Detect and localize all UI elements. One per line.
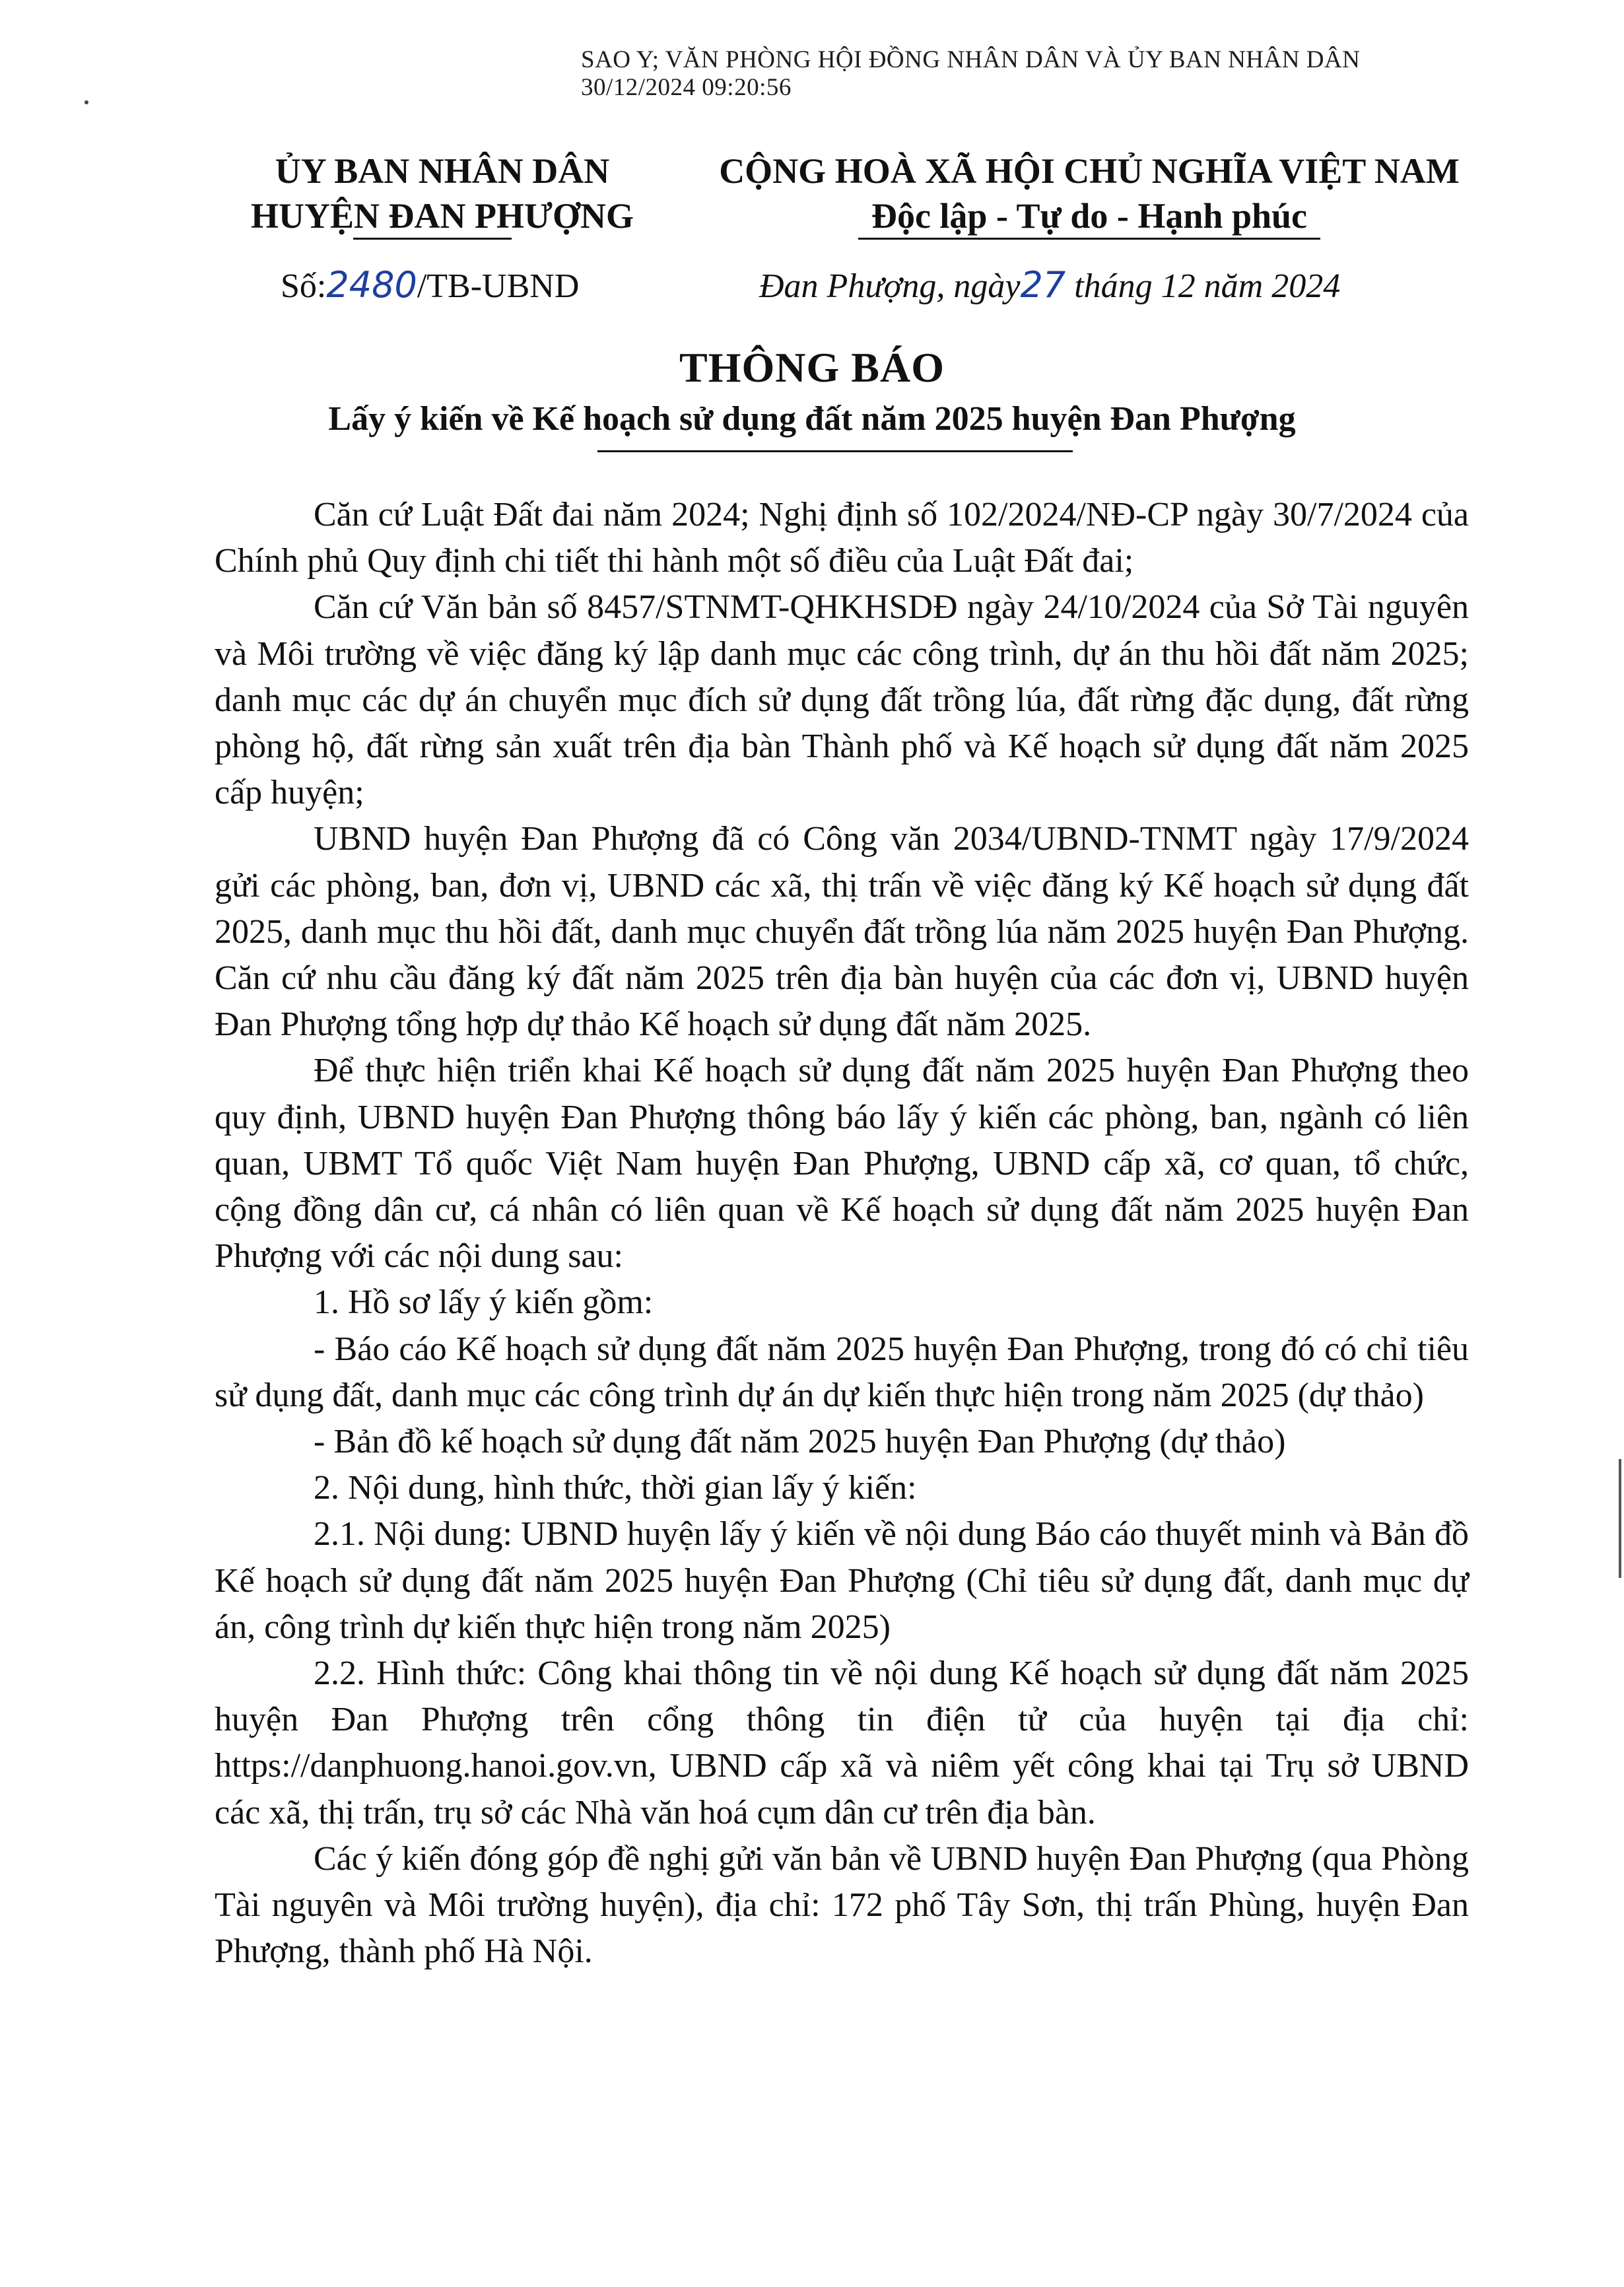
nation-header [700, 149, 1479, 238]
issuer-line-2: HUYỆN ĐAN PHƯỢNG [251, 196, 634, 236]
nation-motto: Độc lập - Tự do - Hạnh phúc [871, 196, 1308, 236]
body-paragraph: Các ý kiến đóng góp đề nghị gửi văn bản về UBND huyện Đan Phượng (qua Phòng Tài nguyên và Môi trường huyện), địa chỉ: 172 phố Tây Sơn, thị trấn Phùng, huyện Đan Phượng, thành phố Hà Nội. [215, 1839, 1469, 1971]
doc-number-suffix: /TB-UBND [417, 267, 580, 305]
issuer-line-1: ỦY BAN NHÂN DÂN [275, 151, 610, 191]
doc-number-handwritten: 2480 [326, 264, 417, 306]
section-heading: 1. Hồ sơ lấy ý kiến gồm: [314, 1283, 654, 1322]
document-body [215, 492, 1469, 1975]
document-number [281, 264, 579, 306]
subtitle-underline [597, 450, 1073, 452]
document-title: THÔNG BÁO [679, 344, 945, 391]
body-paragraph: 2.1. Nội dung: UBND huyện lấy ý kiến về nội dung Báo cáo thuyết minh và Bản đồ Kế hoạch sử dụng đất năm 2025 huyện Đan Phượng (Chỉ tiêu sử dụng đất, danh mục dự án, công trình dự kiến thực hiện trong năm 2025) [215, 1515, 1469, 1646]
doc-number-prefix: Số: [281, 267, 327, 305]
body-paragraph: Để thực hiện triển khai Kế hoạch sử dụng đất năm 2025 huyện Đan Phượng theo quy định, UBND huyện Đan Phượng thông báo lấy ý kiến các phòng, ban, ngành có liên quan, UBMT Tổ quốc Việt Nam huyện Đan Phượng, UBND cấp xã, cơ quan, tổ chức, cộng đồng dân cư, cá nhân có liên quan về Kế hoạch sử dụng đất năm 2025 huyện Đan Phượng với các nội dung sau: [215, 1052, 1469, 1276]
scan-edge-mark [1619, 1459, 1621, 1578]
nation-line-1: CỘNG HOÀ XÃ HỘI CHỦ NGHĨA VIỆT NAM [719, 151, 1460, 191]
scan-speck [85, 100, 88, 104]
section-heading: 2. Nội dung, hình thức, thời gian lấy ý kiến: [314, 1469, 917, 1507]
issuer-header [218, 149, 667, 238]
issuer-underline [353, 238, 512, 240]
date-prefix: Đan Phượng, ngày [759, 267, 1021, 305]
date-line [759, 264, 1340, 306]
body-paragraph: Căn cứ Văn bản số 8457/STNMT-QHKHSDĐ ngày 24/10/2024 của Sở Tài nguyên và Môi trường về việc đăng ký lập danh mục các công trình, dự án thu hồi đất năm 2025; danh mục các dự án chuyển mục đích sử dụng đất trồng lúa, đất rừng đặc dụng, đất rừng phòng hộ, đất rừng sản xuất trên địa bàn Thành phố và Kế hoạch sử dụng đất năm 2025 cấp huyện; [215, 588, 1469, 812]
date-suffix: tháng 12 năm 2024 [1066, 267, 1341, 305]
date-day-handwritten: 27 [1020, 264, 1066, 306]
body-paragraph: - Bản đồ kế hoạch sử dụng đất năm 2025 huyện Đan Phượng (dự thảo) [314, 1423, 1286, 1461]
body-paragraph: UBND huyện Đan Phượng đã có Công văn 2034/UBND-TNMT ngày 17/9/2024 gửi các phòng, ban, đơn vị, UBND các xã, thị trấn về việc đăng ký Kế hoạch sử dụng đất 2025, danh mục thu hồi đất, danh mục chuyển đất trồng lúa năm 2025 huyện Đan Phượng. Căn cứ nhu cầu đăng ký đất năm 2025 trên địa bàn huyện của các đơn vị, UBND huyện Đan Phượng tổng hợp dự thảo Kế hoạch sử dụng đất năm 2025. [215, 820, 1469, 1044]
stamp-line-1: SAO Y; VĂN PHÒNG HỘI ĐỒNG NHÂN DÂN VÀ ỦY BAN NHÂN DÂN [581, 46, 1361, 73]
nation-underline [858, 238, 1320, 240]
document-subtitle: Lấy ý kiến về Kế hoạch sử dụng đất năm 2025 huyện Đan Phượng [328, 400, 1296, 438]
body-paragraph: 2.2. Hình thức: Công khai thông tin về nội dung Kế hoạch sử dụng đất năm 2025 huyện Đan Phượng trên cổng thông tin điện tử của huyện tại địa chỉ: https://danphuong.hanoi.gov.vn, UBND cấp xã và niêm yết công khai tại Trụ sở UBND các xã, thị trấn, trụ sở các Nhà văn hoá cụm dân cư trên địa bàn. [215, 1655, 1469, 1831]
body-paragraph: - Báo cáo Kế hoạch sử dụng đất năm 2025 huyện Đan Phượng, trong đó có chỉ tiêu sử dụng đất, danh mục các công trình dự án dự kiến thực hiện trong năm 2025 (dự thảo) [215, 1330, 1469, 1414]
copy-stamp [581, 46, 1360, 102]
body-paragraph: Căn cứ Luật Đất đai năm 2024; Nghị định số 102/2024/NĐ-CP ngày 30/7/2024 của Chính phủ Quy định chi tiết thi hành một số điều của Luật Đất đai; [215, 496, 1469, 580]
stamp-line-2: 30/12/2024 09:20:56 [581, 74, 792, 101]
